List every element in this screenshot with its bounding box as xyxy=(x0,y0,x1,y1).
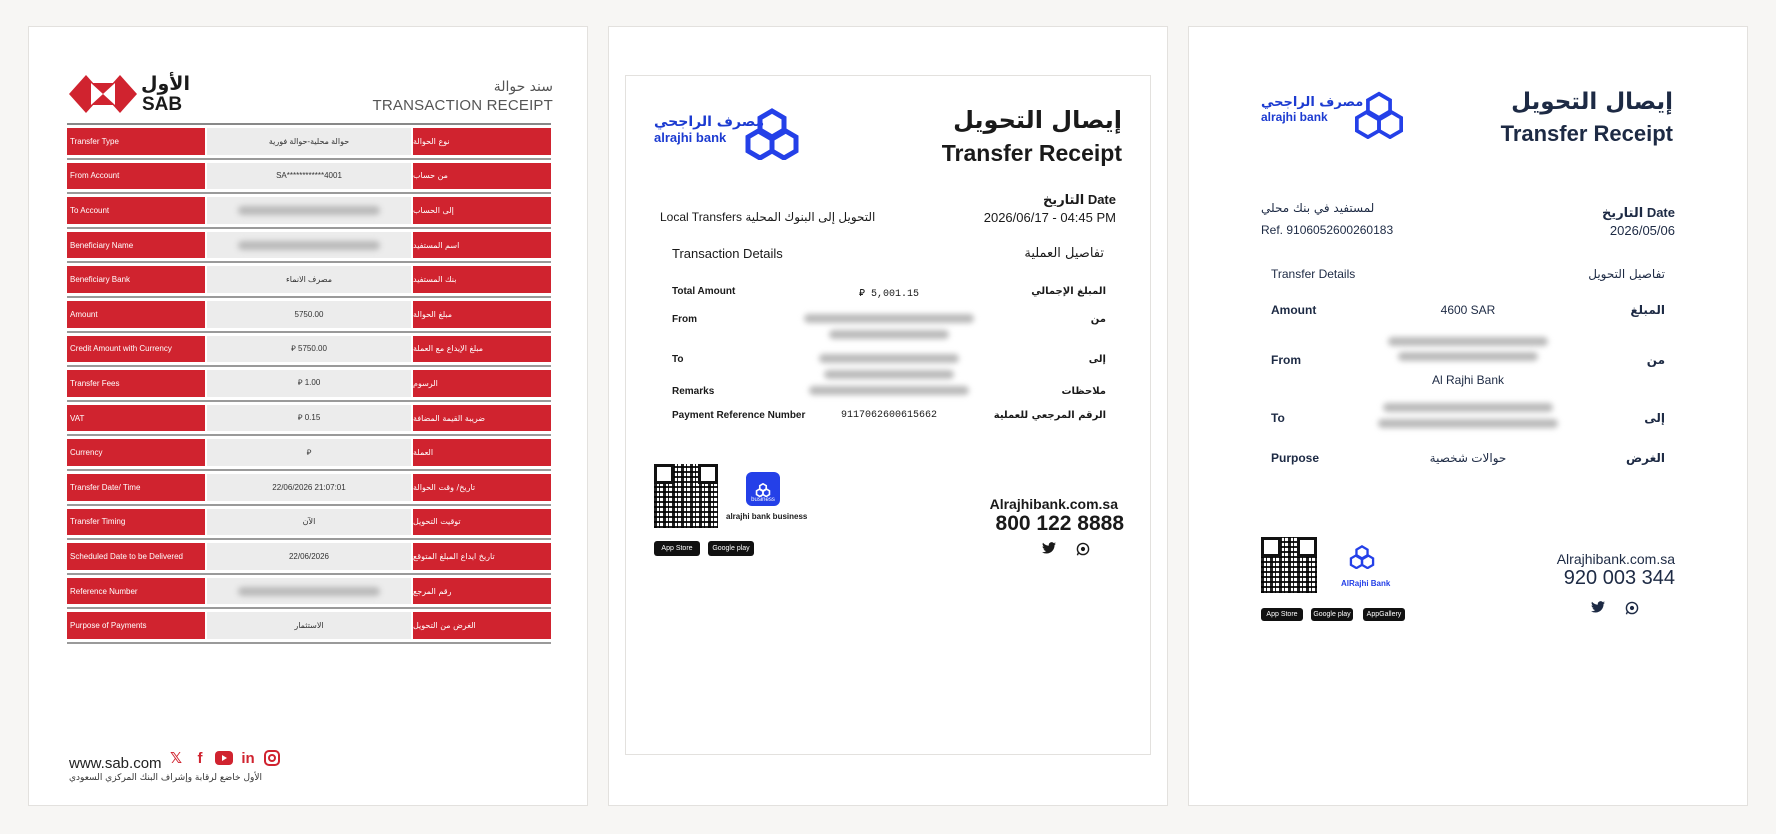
whatsapp-icon[interactable] xyxy=(1625,601,1639,618)
row-label-arabic: الرقم المرجعي للعملية xyxy=(993,410,1106,421)
row-label-arabic: تاريخ ايداع المبلغ المتوقع xyxy=(413,543,551,570)
row-label-arabic: الغرض xyxy=(1626,451,1665,465)
row-label: From xyxy=(1271,353,1301,367)
redaction-blur xyxy=(238,241,381,250)
redaction-blur xyxy=(238,206,381,215)
row-label: From xyxy=(672,314,697,325)
table-row xyxy=(67,609,551,644)
row-label-arabic: المبلغ xyxy=(1630,303,1665,317)
section-title: Transfer Details xyxy=(1271,267,1356,281)
row-value-redacted xyxy=(207,197,411,224)
row-value: مصرف الانماء xyxy=(207,266,411,293)
receipt-title: Transfer Receipt xyxy=(941,140,1122,166)
sab-footer-note: الأول خاضع لرقابة وإشراف البنك المركزي السعودي xyxy=(69,773,262,783)
row-label: Beneficiary Bank xyxy=(67,266,205,293)
table-row xyxy=(67,436,551,471)
row-value: حوالة محلية-حوالة فورية xyxy=(207,128,411,155)
row-label: Currency xyxy=(67,439,205,466)
receipt-title: Transfer Receipt xyxy=(1500,121,1673,146)
date-label: التاريخ Date xyxy=(1042,192,1116,207)
section-title-arabic: تفاصيل التحويل xyxy=(1588,267,1665,281)
row-value: ⃁ 1.00 xyxy=(207,370,411,397)
row-label: Payment Reference Number xyxy=(672,410,806,421)
sab-logo-text: SAB xyxy=(142,94,183,115)
row-value: 22/06/2026 xyxy=(207,543,411,570)
receipt-title-arabic: إيصال التحويل xyxy=(953,106,1122,134)
instagram-icon[interactable] xyxy=(263,749,281,767)
rajhi-logo-arabic: مصرف الراجحي xyxy=(654,114,765,130)
row-label-arabic: المبلغ الإجمالي xyxy=(1031,286,1106,297)
app-store-badge[interactable]: App Store xyxy=(654,541,700,556)
table-row xyxy=(67,402,551,437)
sab-receipt xyxy=(28,26,588,806)
row-label: VAT xyxy=(67,405,205,432)
row-label-arabic: مبلغ الإيداع مع العملة xyxy=(413,336,551,363)
row-label-arabic: رقم المرجع xyxy=(413,578,551,605)
row-label-arabic: مبلغ الحوالة xyxy=(413,301,551,328)
google-play-badge[interactable]: Google play xyxy=(1311,608,1353,621)
row-value-redacted xyxy=(672,386,1106,399)
row-value-bank: Al Rajhi Bank xyxy=(1431,373,1505,387)
row-label: Transfer Fees xyxy=(67,370,205,397)
app-gallery-badge[interactable]: AppGallery xyxy=(1363,608,1405,621)
row-label-arabic: العملة xyxy=(413,439,551,466)
row-label-arabic: اسم المستفيد xyxy=(413,232,551,259)
facebook-icon[interactable]: f xyxy=(197,749,203,767)
row-label-arabic: إلى الحساب xyxy=(413,197,551,224)
rajhi-receipt-business xyxy=(608,26,1168,806)
row-value: 4600 SAR xyxy=(1440,303,1496,317)
phone-number[interactable]: 800 122 8888 xyxy=(995,512,1124,535)
date-label: التاريخ Date xyxy=(1601,205,1675,220)
redaction-blur xyxy=(238,587,381,596)
row-label: Transfer Timing xyxy=(67,509,205,536)
twitter-icon[interactable] xyxy=(1591,601,1605,616)
alrajhi-app-label: AlRajhi Bank xyxy=(1341,579,1391,588)
row-label-arabic: تاريخ/ وقت الحوالة xyxy=(413,474,551,501)
rajhi-emblem-icon xyxy=(744,108,800,160)
qr-code xyxy=(654,464,718,528)
row-label-arabic: بنك المستفيد xyxy=(413,266,551,293)
rajhi-logo-text: alrajhi bank xyxy=(654,130,727,145)
row-label-arabic: توقيت التحويل xyxy=(413,509,551,536)
google-play-badge[interactable]: Google play xyxy=(708,541,754,556)
row-value-redacted xyxy=(207,232,411,259)
sab-hexagon-icon xyxy=(69,75,137,113)
sab-details-table xyxy=(67,123,551,644)
row-label-arabic: إلى xyxy=(1644,411,1665,425)
row-value-redacted xyxy=(1271,335,1665,364)
sab-logo xyxy=(69,75,189,115)
row-label: From Account xyxy=(67,163,205,190)
reference-number: Ref. 9106052600260183 xyxy=(1261,223,1394,237)
rajhi-logo-text: alrajhi bank xyxy=(1261,110,1328,124)
row-label-arabic: ملاحظات xyxy=(1061,386,1106,397)
row-value: حوالات شخصية xyxy=(1429,451,1507,465)
row-label: To xyxy=(1271,411,1285,425)
table-row xyxy=(67,506,551,541)
row-label: Scheduled Date to be Delivered xyxy=(67,543,205,570)
row-value: SA************4001 xyxy=(207,163,411,190)
row-value: الآن xyxy=(207,509,411,536)
row-label: Purpose xyxy=(1271,451,1320,465)
sab-title-arabic: سند حوالة xyxy=(493,79,553,95)
row-label: Amount xyxy=(67,301,205,328)
rajhi-emblem-icon xyxy=(1353,91,1405,139)
table-row xyxy=(67,575,551,610)
website-url[interactable]: Alrajhibank.com.sa xyxy=(989,496,1118,512)
row-label: Beneficiary Name xyxy=(67,232,205,259)
website-url[interactable]: Alrajhibank.com.sa xyxy=(1556,551,1675,567)
row-label: Reference Number xyxy=(67,578,205,605)
alrajhi-app-icon[interactable] xyxy=(1349,545,1375,571)
linkedin-icon[interactable]: in xyxy=(241,749,255,767)
row-label: Transfer Type xyxy=(67,128,205,155)
phone-number[interactable]: 920 003 344 xyxy=(1563,567,1675,589)
business-icon-label: business xyxy=(751,497,775,503)
app-store-badge[interactable]: App Store xyxy=(1261,608,1303,621)
business-app-icon[interactable] xyxy=(746,472,780,506)
row-value-redacted xyxy=(207,578,411,605)
section-title: Transaction Details xyxy=(672,246,783,261)
rajhi-logo xyxy=(1261,95,1363,124)
table-row xyxy=(67,125,551,160)
sab-logo-arabic: الأول xyxy=(141,73,190,95)
rajhi-receipt-personal xyxy=(1188,26,1748,806)
row-label-arabic: الرسوم xyxy=(413,370,551,397)
section-title-arabic: تفاصيل العملية xyxy=(1024,246,1104,261)
row-value: ⃁ 5,001.15 xyxy=(859,289,919,300)
twitter-icon[interactable] xyxy=(1042,542,1056,557)
sab-footer-url[interactable]: www.sab.com xyxy=(69,755,162,772)
transfer-type: Local Transfers التحويل إلى البنوك المحلية xyxy=(660,210,876,224)
row-value: الاستثمار xyxy=(207,612,411,639)
date-value: 2026/05/06 xyxy=(1609,223,1675,238)
sab-title: TRANSACTION RECEIPT xyxy=(372,97,553,114)
row-label-arabic: من حساب xyxy=(413,163,551,190)
table-row xyxy=(67,333,551,368)
row-value: ⃁ 0.15 xyxy=(207,405,411,432)
table-row xyxy=(67,229,551,264)
row-label: To xyxy=(672,354,684,365)
transfer-type: لمستفيد في بنك محلي xyxy=(1261,201,1375,215)
sab-social-icons xyxy=(167,749,281,767)
table-row xyxy=(67,263,551,298)
row-value-redacted xyxy=(672,314,1106,343)
youtube-icon[interactable] xyxy=(215,749,233,767)
row-label: Credit Amount with Currency xyxy=(67,336,205,363)
row-label: Transfer Date/ Time xyxy=(67,474,205,501)
table-row xyxy=(67,540,551,575)
table-row xyxy=(67,194,551,229)
row-value: 22/06/2026 21:07:01 xyxy=(207,474,411,501)
table-row xyxy=(67,367,551,402)
row-label: Purpose of Payments xyxy=(67,612,205,639)
row-value: ⃁ 5750.00 xyxy=(207,336,411,363)
row-value-redacted xyxy=(672,354,1106,383)
table-row xyxy=(67,471,551,506)
whatsapp-icon[interactable] xyxy=(1076,542,1090,559)
row-label: To Account xyxy=(67,197,205,224)
row-label-arabic: من xyxy=(1646,353,1665,367)
row-label: Remarks xyxy=(672,386,715,397)
row-label: Amount xyxy=(1271,303,1317,317)
row-value: 9117062600615662 xyxy=(840,410,937,421)
row-value-redacted xyxy=(1271,401,1665,431)
row-label-arabic: إلى xyxy=(1088,354,1106,365)
row-label: Total Amount xyxy=(672,286,736,297)
rajhi-logo-arabic: مصرف الراجحي xyxy=(1261,95,1364,110)
date-value: 2026/06/17 - 04:45 PM xyxy=(983,210,1116,225)
receipt-title-arabic: إيصال التحويل xyxy=(1511,89,1673,115)
rajhi-receipt-frame xyxy=(625,75,1151,755)
table-row xyxy=(67,160,551,195)
qr-code xyxy=(1261,537,1317,593)
row-label-arabic: نوع الحوالة xyxy=(413,128,551,155)
row-value: 5750.00 xyxy=(207,301,411,328)
business-app-label: alrajhi bank business xyxy=(726,512,808,521)
row-label-arabic: من xyxy=(1090,314,1106,325)
table-row xyxy=(67,298,551,333)
x-icon[interactable]: 𝕏 xyxy=(169,750,183,767)
row-label-arabic: الغرض من التحويل xyxy=(413,612,551,639)
row-value: ⃁ xyxy=(207,439,411,466)
row-label-arabic: ضريبة القيمة المضافة xyxy=(413,405,551,432)
